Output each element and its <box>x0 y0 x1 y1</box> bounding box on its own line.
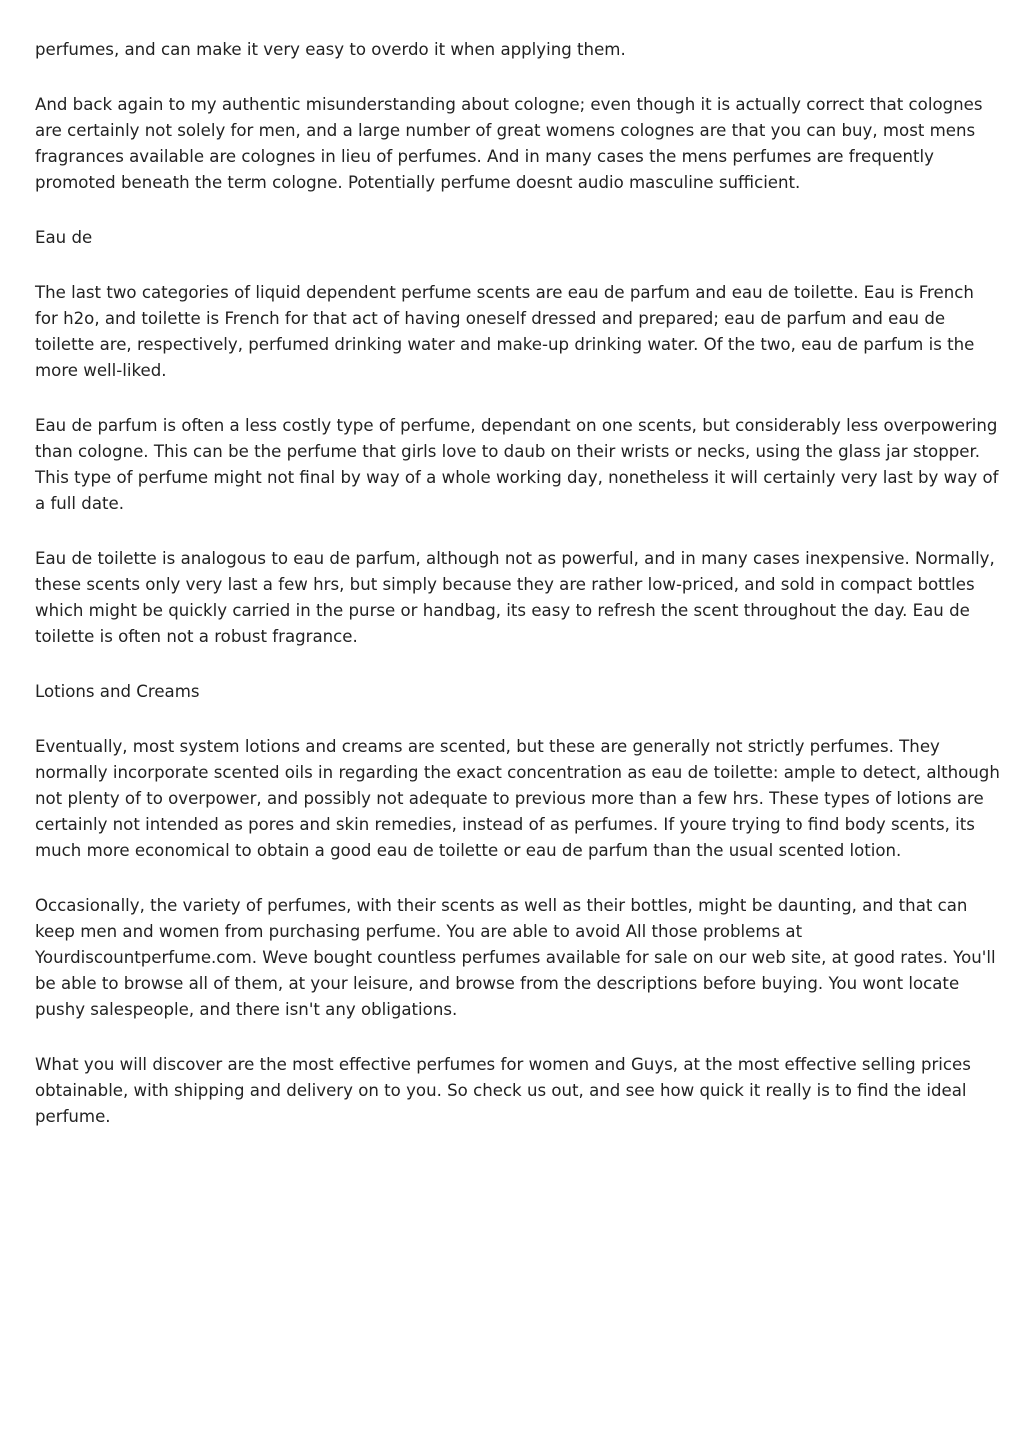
paragraph-continuation: perfumes, and can make it very easy to overdo it when applying them. <box>35 40 626 59</box>
paragraph-cologne-misunderstanding: And back again to my authentic misunderstanding about cologne; even though it is actually correct that colognes are certainly not solely for men, and a large number of great womens colognes are that you can buy, most mens fragrances available are colognes in lieu of perfumes. And in many cases the mens perfumes are frequently promoted beneath the term cologne. Potentially perfume doesnt audio masculine sufficient. <box>35 95 983 192</box>
paragraph-conclusion: What you will discover are the most effective perfumes for women and Guys, at the most effective selling prices obtainable, with shipping and delivery on to you. So check us out, and see how quick it really is to find the ideal perfume. <box>35 1055 971 1126</box>
section-heading-lotions-creams: Lotions and Creams <box>35 682 200 701</box>
paragraph-lotions: Eventually, most system lotions and creams are scented, but these are generally not strictly perfumes. They normally incorporate scented oils in regarding the exact concentration as eau de toilette: ample to detect, although not plenty of to overpower, and possibly not adequate to previous more than a few hrs. These types of lotions are certainly not intended as pores and skin remedies, instead of as perfumes. If youre trying to find body scents, its much more economical to obtain a good eau de toilette or eau de parfum than the usual scented lotion. <box>35 737 1000 860</box>
section-heading-eau-de: Eau de <box>35 228 93 247</box>
paragraph-eau-de-toilette: Eau de toilette is analogous to eau de parfum, although not as powerful, and in many cases inexpensive. Normally, these scents only very last a few hrs, but simply because they are rather low-priced, and sold in compact bottles which might be quickly carried in the purse or handbag, its easy to refresh the scent throughout the day. Eau de toilette is often not a robust fragrance. <box>35 549 995 646</box>
document-body <box>35 37 1000 1159</box>
paragraph-variety: Occasionally, the variety of perfumes, with their scents as well as their bottles, might be daunting, and that can keep men and women from purchasing perfume. You are able to avoid All those problems at Yourdiscountperfume.com. Weve bought countless perfumes available for sale on our web site, at good rates. You'll be able to browse all of them, at your leisure, and browse from the descriptions before buying. You wont locate pushy salespeople, and there isn't any obligations. <box>35 896 996 1019</box>
paragraph-eau-de-parfum: Eau de parfum is often a less costly type of perfume, dependant on one scents, but considerably less overpowering than cologne. This can be the perfume that girls love to daub on their wrists or necks, using the glass jar stopper. This type of perfume might not final by way of a whole working day, nonetheless it will certainly very last by way of a full date. <box>35 416 999 513</box>
paragraph-eau-categories: The last two categories of liquid dependent perfume scents are eau de parfum and eau de toilette. Eau is French for h2o, and toilette is French for that act of having oneself dressed and prepared; eau de parfum and eau de toilette are, respectively, perfumed drinking water and make-up drinking water. Of the two, eau de parfum is the more well-liked. <box>35 283 975 380</box>
